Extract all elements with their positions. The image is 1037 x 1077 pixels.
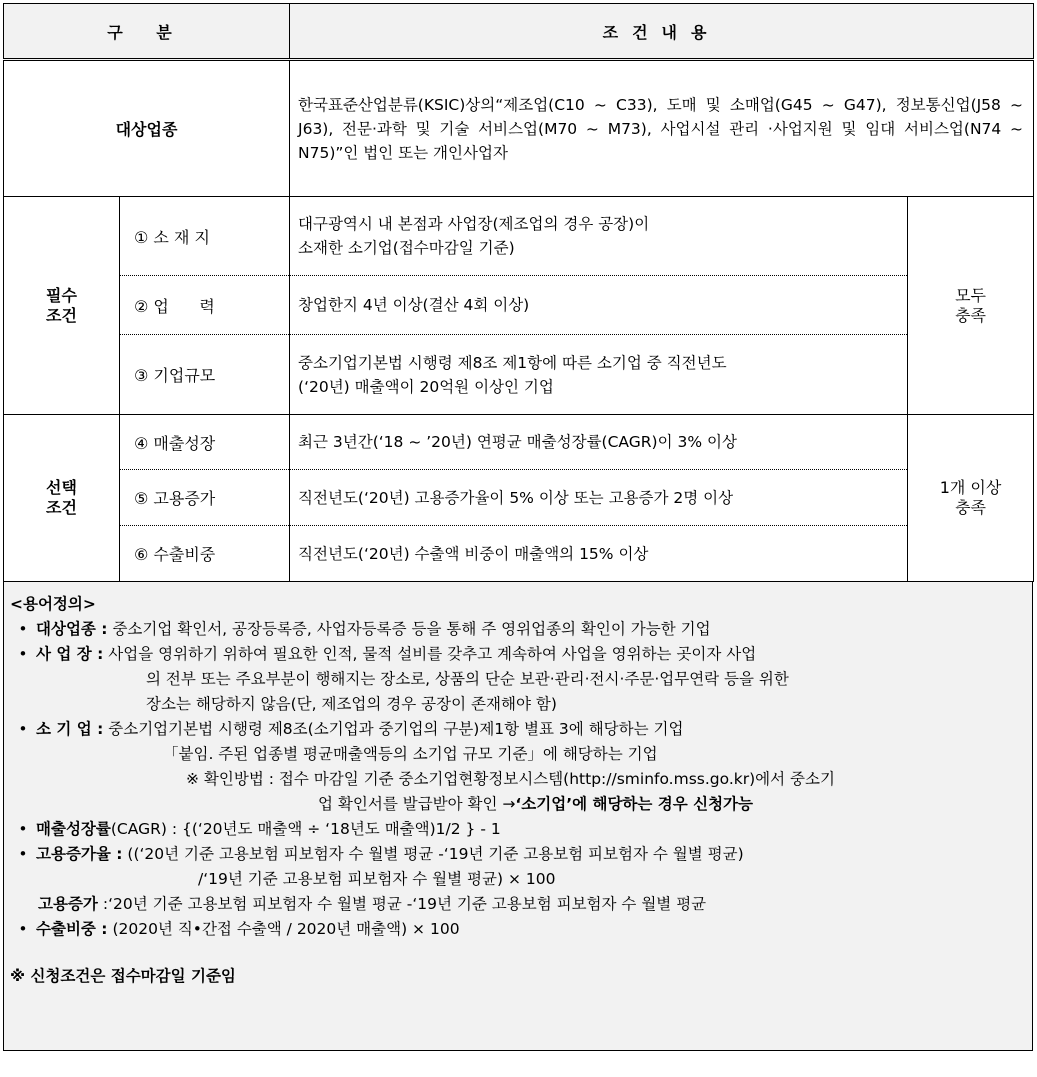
required-item-content: 중소기업기본법 시행령 제8조 제1항에 따른 소기업 중 직전년도 (‘20년) 매출액이 20억원 이상인 기업	[290, 335, 908, 415]
definition-text: (CAGR) : {(‘20년도 매출액 ÷ ‘18년도 매출액)1/2 } - 1	[110, 820, 501, 838]
definition-text: 사업을 영위하기 위하여 필요한 인적, 물적 설비를 갖추고 계속하여 사업을 영위하는 곳이자 사업	[108, 645, 757, 663]
optional-conditions-label: 선택 조건	[4, 415, 120, 582]
header-conditions: 조건내용	[290, 4, 1034, 60]
optional-row	[4, 415, 1034, 470]
definition-text: 장소는 해당하지 않음(단, 제조업의 경우 공장이 존재해야 함)	[146, 695, 557, 713]
definitions-title: <용어정의>	[10, 595, 96, 613]
definition-business-site	[10, 642, 1026, 667]
definition-term: 수출비중 :	[36, 920, 108, 938]
target-industry-content: 한국표준산업분류(KSIC)상의“제조업(C10 ~ C33), 도매 및 소매업(G45 ~ G47), 정보통신업(J58 ~ J63), 전문·과학 및 기술 서비스업(M70 ~ M73), 사업시설 관리 ·사업지원 및 임대 서비스업(N74 ~ N75)”인 법인 또는 개인사업자	[290, 60, 1034, 197]
definition-cagr	[10, 817, 1026, 842]
required-item-name: ① 소 재 지	[120, 197, 290, 276]
definition-text: 의 전부 또는 주요부분이 행해지는 장소로, 상품의 단순 보관·관리·전시·주문·업무연락 등을 위한	[146, 670, 789, 688]
optional-row	[4, 470, 1034, 526]
definition-text-emphasis: ‘소기업’에 해당하는 경우 신청가능	[515, 795, 753, 813]
required-row	[4, 197, 1034, 276]
required-item-content: 대구광역시 내 본점과 사업장(제조업의 경우 공장)이 소재한 소기업(접수마감일 기준)	[290, 197, 908, 276]
bullet: •	[18, 620, 28, 638]
bullet: •	[18, 920, 28, 938]
definition-text: (2020년 직•간접 수출액 / 2020년 매출액) × 100	[112, 920, 460, 938]
definition-text: :‘20년 기준 고용보험 피보험자 수 월별 평균 -‘19년 기준 고용보험 피보험자 수 월별 평균	[102, 895, 707, 913]
required-row	[4, 335, 1034, 415]
definition-employment-increase	[10, 892, 1026, 917]
optional-item-name: ⑤ 고용증가	[120, 470, 290, 526]
definition-target-industry	[10, 617, 1026, 642]
definition-text: 「붙임. 주된 업종별 평균매출액등의 소기업 규모 기준」에 해당하는 기업	[163, 745, 658, 763]
definition-term: 고용증가율 :	[36, 845, 123, 863]
definition-text: /‘19년 기준 고용보험 피보험자 수 월별 평균) × 100	[198, 870, 556, 888]
required-conditions-label: 필수 조건	[4, 197, 120, 415]
bullet: •	[18, 845, 28, 863]
required-result: 모두 충족	[908, 197, 1034, 415]
target-industry-row	[4, 60, 1034, 197]
definition-export-ratio	[10, 917, 1026, 942]
eligibility-document	[3, 3, 1033, 1073]
definition-text: 중소기업 확인서, 공장등록증, 사업자등록증 등을 통해 주 영위업종의 확인이 가능한 기업	[112, 620, 711, 638]
eligibility-table	[3, 3, 1034, 582]
table-header-row	[4, 4, 1034, 60]
definition-text: 중소기업기본법 시행령 제8조(소기업과 중기업의 구분)제1항 별표 3에 해당하는 기업	[108, 720, 684, 738]
bullet: •	[18, 645, 28, 663]
optional-item-content: 직전년도(‘20년) 수출액 비중이 매출액의 15% 이상	[290, 526, 908, 582]
optional-item-name: ④ 매출성장	[120, 415, 290, 470]
definition-term: 매출성장률	[36, 820, 111, 838]
application-note: ※ 신청조건은 접수마감일 기준임	[10, 967, 236, 985]
definition-employment-rate	[10, 842, 1026, 867]
definition-text	[10, 792, 1026, 817]
definition-text: ((‘20년 기준 고용보험 피보험자 수 월별 평균 -‘19년 기준 고용보험 피보험자 수 월별 평균)	[127, 845, 744, 863]
optional-result: 1개 이상 충족	[908, 415, 1034, 582]
definition-small-business	[10, 717, 1026, 742]
optional-row	[4, 526, 1034, 582]
required-item-name: ③ 기업규모	[120, 335, 290, 415]
definition-text: ※ 확인방법 : 접수 마감일 기준 중소기업현황정보시스템(http://sminfo.mss.go.kr)에서 중소기	[186, 770, 835, 788]
optional-item-name: ⑥ 수출비중	[120, 526, 290, 582]
definition-term: 대상업종 :	[36, 620, 108, 638]
bullet: •	[18, 720, 28, 738]
optional-item-content: 직전년도(‘20년) 고용증가율이 5% 이상 또는 고용증가 2명 이상	[290, 470, 908, 526]
target-industry-label: 대상업종	[4, 60, 290, 197]
optional-item-content: 최근 3년간(‘18 ~ ’20년) 연평균 매출성장률(CAGR)이 3% 이상	[290, 415, 908, 470]
definitions-section	[3, 582, 1033, 1051]
header-category: 구 분	[4, 4, 290, 60]
required-item-content: 창업한지 4년 이상(결산 4회 이상)	[290, 276, 908, 335]
definition-term: 소 기 업 :	[36, 720, 104, 738]
definition-term: 사 업 장 :	[36, 645, 104, 663]
definition-text-plain: 업 확인서를 발급받아 확인 →	[318, 795, 516, 813]
bullet: •	[18, 820, 28, 838]
required-row	[4, 276, 1034, 335]
required-item-name: ② 업 력	[120, 276, 290, 335]
definition-term: 고용증가	[38, 895, 98, 913]
